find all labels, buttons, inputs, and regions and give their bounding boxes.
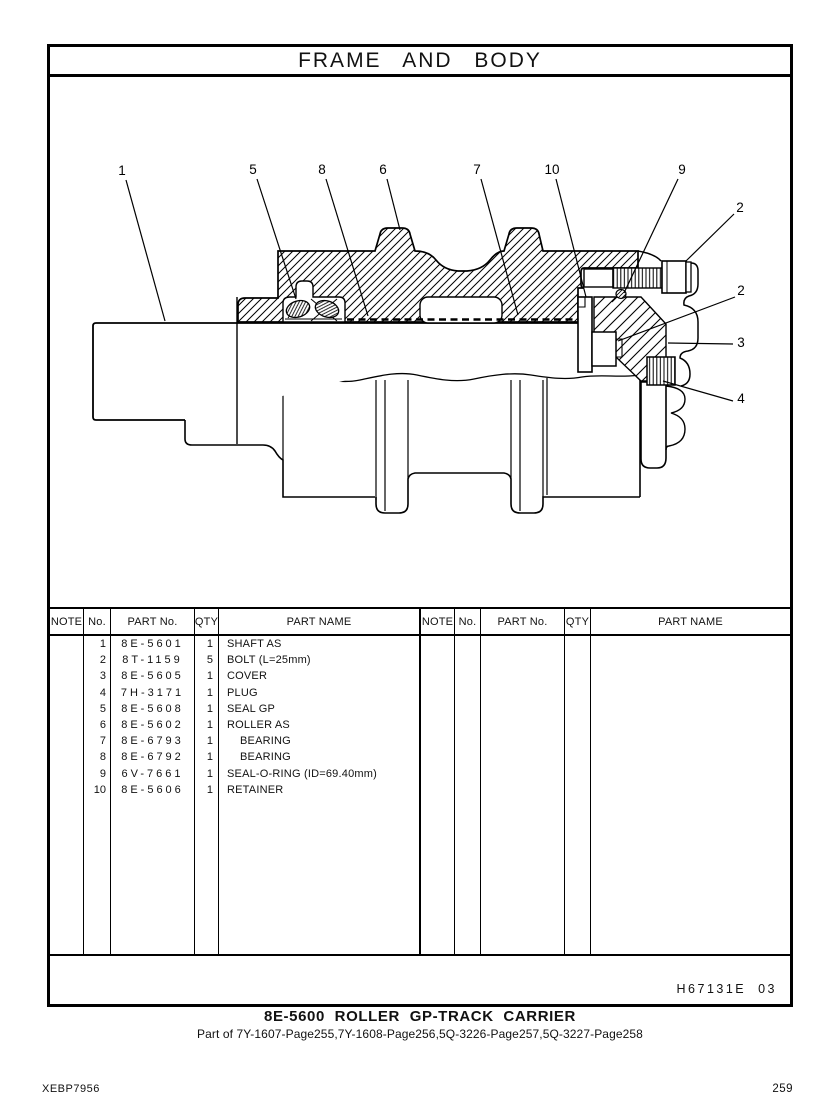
drawing-reference	[50, 954, 790, 1004]
table-cell-part_no: 8E-5602	[121, 718, 184, 731]
figure-title: 8E-5600 ROLLER GP-TRACK CARRIER	[264, 1008, 576, 1025]
table-cell-note	[50, 668, 83, 684]
table-cell-part_name: ROLLER AS	[227, 718, 290, 731]
callout-label-4: 4	[737, 391, 745, 406]
col-header-no: No.	[84, 609, 110, 636]
parts-table-left	[50, 609, 421, 954]
callout-label-5: 5	[249, 162, 257, 177]
table-cell-part_name: BEARING	[240, 751, 291, 764]
table-cell-part_name: BEARING	[240, 735, 291, 748]
figure-caption	[0, 1008, 840, 1041]
figure-subtitle: Part of 7Y-1607-Page255,7Y-1608-Page256,5Q-3226-Page257,5Q-3227-Page258	[197, 1027, 643, 1041]
callout-leader-4	[663, 381, 733, 401]
callout-leader-5	[257, 179, 296, 299]
page-frame	[47, 44, 793, 1007]
table-cell-note	[50, 701, 83, 717]
table-cell-no: 2	[99, 654, 106, 667]
table-cell-no: 9	[99, 767, 106, 780]
retainer	[578, 297, 592, 372]
col-header-qty: QTY	[565, 609, 590, 636]
table-cell-note	[50, 685, 83, 701]
table-cell-qty: 1	[206, 686, 213, 699]
col-header-note: NOTE	[421, 609, 454, 636]
table-cell-qty: 1	[206, 638, 213, 650]
table-cell-part_name: SEAL GP	[227, 702, 276, 715]
table-cell-part_no: 8E-5606	[121, 783, 184, 796]
page-title: FRAME AND BODY	[298, 48, 542, 72]
parts-table-right	[421, 609, 790, 954]
callout-label-1: 1	[118, 163, 126, 178]
table-cell-no: 3	[99, 670, 106, 683]
callout-leader-1	[126, 180, 165, 321]
table-cell-note	[50, 733, 83, 749]
table-cell-note	[50, 717, 83, 733]
table-cell-part_no: 7H-3171	[120, 686, 185, 699]
callout-label-9: 9	[678, 162, 686, 177]
table-cell-no: 7	[99, 735, 106, 748]
col-header-partname: PART NAME	[591, 609, 790, 636]
table-cell-part_no: 8E-5605	[121, 670, 184, 683]
col-header-qty: QTY	[195, 609, 218, 636]
table-cell-qty: 1	[206, 670, 213, 683]
table-cell-note	[50, 749, 83, 765]
table-cell-no: 1	[99, 638, 106, 650]
drawing-ref-code: H67131E 03	[676, 982, 777, 996]
table-cell-part_name: SEAL-O-RING (ID=69.40mm)	[227, 767, 377, 780]
table-cell-note	[50, 766, 83, 782]
title-bar	[50, 47, 790, 77]
callout-label-2: 2	[736, 200, 744, 215]
table-cell-qty: 1	[206, 702, 213, 715]
parts-table	[50, 607, 790, 1004]
table-cell-no: 8	[99, 751, 106, 764]
table-cell-no: 5	[99, 702, 106, 715]
callout-leader-2	[686, 214, 734, 261]
table-cell-qty: 1	[206, 767, 213, 780]
callout-label-6: 6	[379, 162, 387, 177]
table-cell-part_no: 8E-5608	[121, 702, 184, 715]
table-cell-no: 4	[99, 686, 106, 699]
roller-cross-section-diagram	[50, 77, 787, 607]
table-cell-part_no: 8E-5601	[121, 638, 184, 650]
col-header-no: No.	[455, 609, 480, 636]
table-cell-qty: 1	[206, 751, 213, 764]
table-cell-part_name: COVER	[227, 670, 268, 683]
callout-leader-3	[668, 343, 733, 344]
table-cell-qty: 1	[206, 735, 213, 748]
table-cell-qty: 1	[206, 783, 213, 796]
table-cell-part_name: BOLT (L=25mm)	[227, 654, 311, 667]
table-cell-no: 10	[93, 783, 106, 796]
col-header-partno: PART No.	[481, 609, 564, 636]
table-cell-no: 6	[99, 718, 106, 731]
callout-leader-6	[387, 179, 400, 230]
callout-label-8: 8	[318, 162, 326, 177]
table-cell-note	[50, 782, 83, 798]
table-cell-qty: 1	[206, 718, 213, 731]
callout-label-3: 3	[737, 335, 745, 350]
table-cell-note	[50, 636, 83, 652]
callout-label-2: 2	[737, 283, 745, 298]
callout-label-10: 10	[544, 162, 560, 177]
plug	[647, 357, 675, 385]
col-header-partno: PART No.	[111, 609, 194, 636]
callout-label-7: 7	[473, 162, 481, 177]
doc-code: XEBP7956	[42, 1083, 100, 1095]
col-header-note: NOTE	[50, 609, 83, 636]
table-cell-part_no: 8E-6792	[121, 751, 184, 764]
table-cell-part_no: 6V-7661	[121, 767, 184, 780]
table-cell-part_name: RETAINER	[227, 783, 284, 796]
page-number: 259	[772, 1083, 793, 1095]
table-cell-part_name: SHAFT AS	[227, 638, 282, 650]
col-header-partname: PART NAME	[219, 609, 419, 636]
table-cell-part_name: PLUG	[227, 686, 258, 699]
table-cell-note	[50, 652, 83, 668]
table-cell-qty: 5	[206, 654, 213, 667]
table-cell-part_no: 8E-6793	[121, 735, 184, 748]
table-cell-part_no: 8T-1159	[122, 654, 183, 667]
